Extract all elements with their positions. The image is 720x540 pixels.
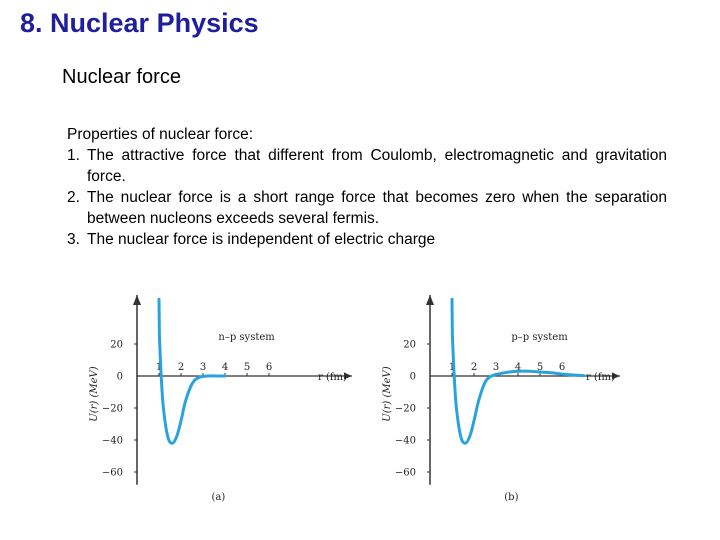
y-axis-label: U(r) (MeV) bbox=[382, 366, 393, 422]
x-tick-label: 5 bbox=[243, 362, 251, 373]
potential-curve bbox=[159, 336, 225, 443]
property-number: 3. bbox=[67, 231, 80, 248]
x-axis-label: r (fm) bbox=[586, 372, 615, 383]
system-label: p–p system bbox=[511, 332, 568, 343]
y-tick-label: −40 bbox=[101, 435, 123, 447]
x-tick-label: 4 bbox=[221, 362, 229, 373]
y-tick-label: −60 bbox=[394, 467, 416, 479]
x-tick-label: 2 bbox=[470, 362, 478, 373]
slide-title: 8. Nuclear Physics bbox=[20, 8, 259, 38]
x-tick-label: 6 bbox=[558, 362, 566, 373]
property-item-3 bbox=[67, 229, 667, 250]
property-text: The nuclear force is independent of electric charge bbox=[87, 231, 436, 248]
system-label: n–p system bbox=[218, 332, 275, 343]
x-tick-label: 6 bbox=[265, 362, 273, 373]
properties-intro: Properties of nuclear force: bbox=[67, 126, 254, 143]
x-axis-label: r (fm) bbox=[318, 372, 347, 383]
property-number: 2. bbox=[67, 189, 80, 206]
y-tick-label: 0 bbox=[409, 371, 416, 383]
y-tick-label: 20 bbox=[403, 339, 416, 351]
property-item-1 bbox=[67, 145, 667, 187]
x-tick-label: 1 bbox=[448, 362, 456, 373]
property-text: The attractive force that different from Coulomb, electromagnetic and gravitation force. bbox=[87, 147, 667, 185]
properties-text bbox=[67, 124, 667, 250]
panel-caption: (a) bbox=[211, 492, 226, 503]
potential-curve bbox=[452, 336, 584, 443]
property-number: 1. bbox=[67, 147, 80, 164]
x-tick-label: 3 bbox=[492, 362, 500, 373]
x-tick-label: 5 bbox=[536, 362, 544, 373]
y-tick-label: 0 bbox=[116, 371, 123, 383]
panel-caption: (b) bbox=[504, 492, 519, 503]
y-axis-label: U(r) (MeV) bbox=[89, 366, 100, 422]
y-tick-label: −60 bbox=[101, 467, 123, 479]
y-axis-arrow bbox=[426, 295, 434, 305]
y-tick-label: −40 bbox=[394, 435, 416, 447]
y-tick-label: −20 bbox=[101, 403, 123, 415]
potential-plots-svg bbox=[70, 283, 650, 523]
y-tick-label: −20 bbox=[394, 403, 416, 415]
property-text: The nuclear force is a short range force that becomes zero when the separation between nucleons exceeds several fermis. bbox=[87, 189, 667, 227]
x-tick-label: 4 bbox=[514, 362, 522, 373]
x-tick-label: 2 bbox=[177, 362, 185, 373]
property-item-2 bbox=[67, 187, 667, 229]
slide-subtitle: Nuclear force bbox=[62, 66, 181, 88]
x-tick-label: 1 bbox=[155, 362, 163, 373]
x-tick-label: 3 bbox=[199, 362, 207, 373]
y-tick-label: 20 bbox=[110, 339, 123, 351]
potential-figure bbox=[70, 283, 650, 523]
y-axis-arrow bbox=[133, 295, 141, 305]
